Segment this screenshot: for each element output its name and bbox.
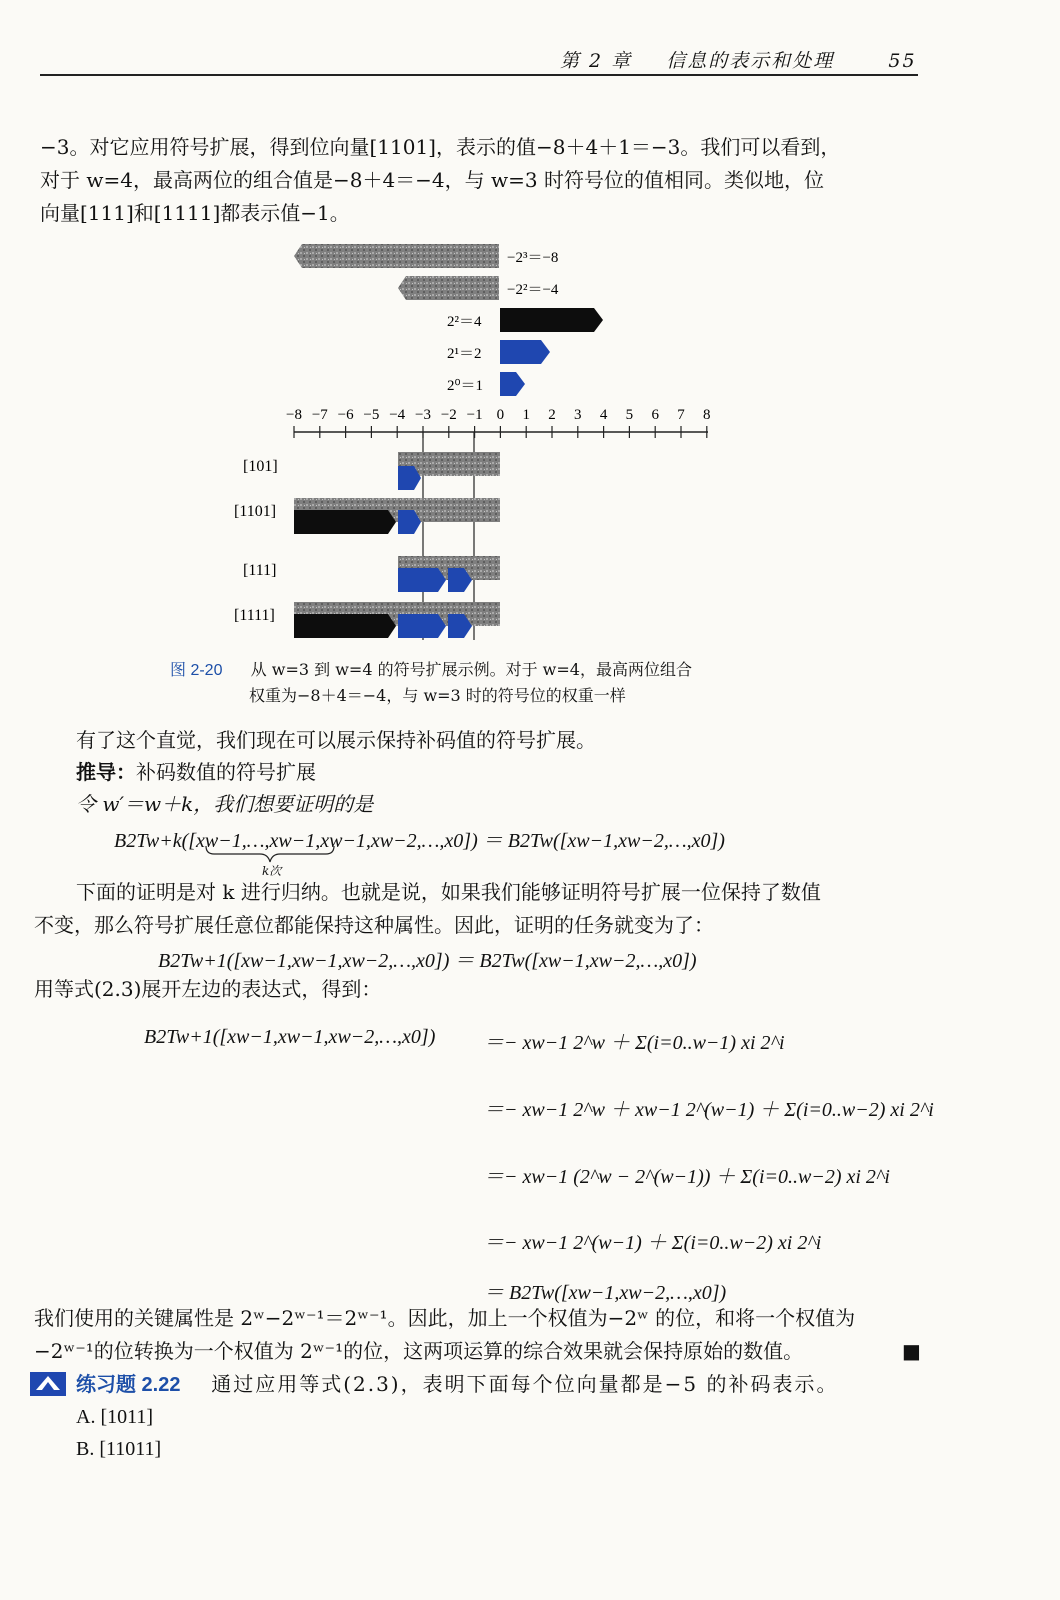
k-times-label: k次 [262, 864, 282, 878]
exercise-option-b: B. [11011] [76, 1438, 162, 1460]
derivation-step-3: ＝− xw−1 (2^w − 2^(w−1)) ＋ Σ(i=0..w−2) xi 2^i [484, 1166, 890, 1188]
exercise-text: 通过应用等式(2.3)，表明下面每个位向量都是−5 的补码表示。 [211, 1372, 839, 1396]
axis-tick-label: −3 [415, 407, 431, 423]
row-label-1101: [1101] [234, 503, 277, 520]
caption-line-2: 权重为−8＋4＝−4，与 w=3 时的符号位的权重一样 [249, 686, 626, 705]
row-label-101: [101] [243, 458, 278, 475]
equation-task: B2Tw+1([xw−1,xw−1,xw−2,…,x0]) ＝ B2Tw([xw−1,xw−2,…,x0]) [158, 950, 697, 972]
expand-line: 用等式(2.3)展开左边的表达式，得到： [34, 977, 382, 1001]
axis-tick-label: 3 [574, 407, 582, 423]
intro-line-3: 向量[111]和[1111]都表示值−1。 [40, 201, 350, 225]
exercise-heading [76, 1368, 838, 1402]
weight-label-4: 2²＝4 [447, 314, 482, 330]
intro-line-1: −3。对它应用符号扩展，得到位向量[1101]，表示的值−8＋4＋1＝−3。我们可以看到， [40, 135, 841, 159]
axis-tick-label: 1 [522, 407, 530, 423]
page-number: 55 [888, 50, 917, 72]
row-label-1111: [1111] [234, 607, 275, 624]
chapter-title: 信息的表示和处理 [666, 50, 835, 72]
derivation-title: 补码数值的符号扩展 [136, 760, 316, 784]
weight-label-1: 2⁰＝1 [447, 378, 484, 394]
axis-tick-label: 6 [651, 407, 659, 423]
exercise-icon [30, 1372, 66, 1396]
axis-tick-label: −4 [389, 407, 406, 423]
axis-tick-label: −7 [311, 407, 328, 423]
key-line-2: −2ʷ⁻¹的位转换为一个权值为 2ʷ⁻¹的位，这两项运算的综合效果就会保持原始的数值。 [34, 1339, 804, 1363]
derivation-step-1: ＝− xw−1 2^w ＋ Σ(i=0..w−1) xi 2^i [484, 1032, 785, 1054]
qed-mark: ■ [902, 1339, 921, 1363]
caption-label: 图 2-20 [170, 662, 223, 679]
axis-tick-label: 2 [548, 407, 556, 423]
exercise-title: 练习题 2.22 [76, 1374, 181, 1396]
axis-tick-label: −6 [337, 407, 354, 423]
let-line: 令 w′＝w＋k，我们想要证明的是 [76, 792, 374, 816]
intuition-line: 有了这个直觉，我们现在可以展示保持补码值的符号扩展。 [76, 728, 596, 752]
key-line-1: 我们使用的关键属性是 2ʷ−2ʷ⁻¹＝2ʷ⁻¹。因此，加上一个权值为−2ʷ 的位，和将一个权值为 [34, 1306, 856, 1330]
derivation-step-2: ＝− xw−1 2^w ＋ xw−1 2^(w−1) ＋ Σ(i=0..w−2) xi 2^i [484, 1099, 934, 1121]
axis-tick-label: 5 [625, 407, 634, 423]
induction-line-2: 不变，那么符号扩展任意位都能保持这种属性。因此，证明的任务就变为了： [34, 913, 714, 937]
caption-line-1: 从 w=3 到 w=4 的符号扩展示例。对于 w=4，最高两位组合 [250, 660, 692, 679]
axis-tick-label: 8 [703, 407, 711, 423]
derivation-label: 推导： [76, 762, 136, 784]
chapter-label: 第 2 章 [560, 50, 633, 72]
weight-label-neg4: −2²＝−4 [507, 282, 559, 298]
row-label-111: [111] [243, 562, 277, 579]
equation-main: B2Tw+k([xw−1,…,xw−1,xw−1,xw−2,…,x0]) ＝ B2Tw([xw−1,xw−2,…,x0]) [114, 830, 725, 852]
weight-label-neg8: −2³＝−8 [507, 250, 559, 266]
axis-tick-label: −5 [363, 407, 380, 423]
axis-tick-label: −2 [440, 407, 457, 423]
axis-tick-label: −8 [286, 407, 302, 423]
axis-tick-label: 4 [599, 407, 608, 423]
derivation-step-5: ＝ B2Tw([xw−1,xw−2,…,x0]) [484, 1282, 727, 1304]
derivation-step-4: ＝− xw−1 2^(w−1) ＋ Σ(i=0..w−2) xi 2^i [484, 1232, 822, 1254]
intro-line-2: 对于 w=4，最高两位的组合值是−8＋4＝−4，与 w=3 时符号位的值相同。类似地，位 [40, 168, 824, 192]
weight-label-2: 2¹＝2 [447, 346, 482, 362]
axis-tick-label: −1 [466, 407, 483, 423]
axis-tick-label: 0 [496, 407, 505, 423]
induction-line-1: 下面的证明是对 k 进行归纳。也就是说，如果我们能够证明符号扩展一位保持了数值 [76, 880, 821, 904]
axis-tick-label: 7 [677, 407, 685, 423]
derivation-lhs: B2Tw+1([xw−1,xw−1,xw−2,…,x0]) [144, 1026, 436, 1048]
exercise-option-a: A. [1011] [76, 1406, 154, 1428]
